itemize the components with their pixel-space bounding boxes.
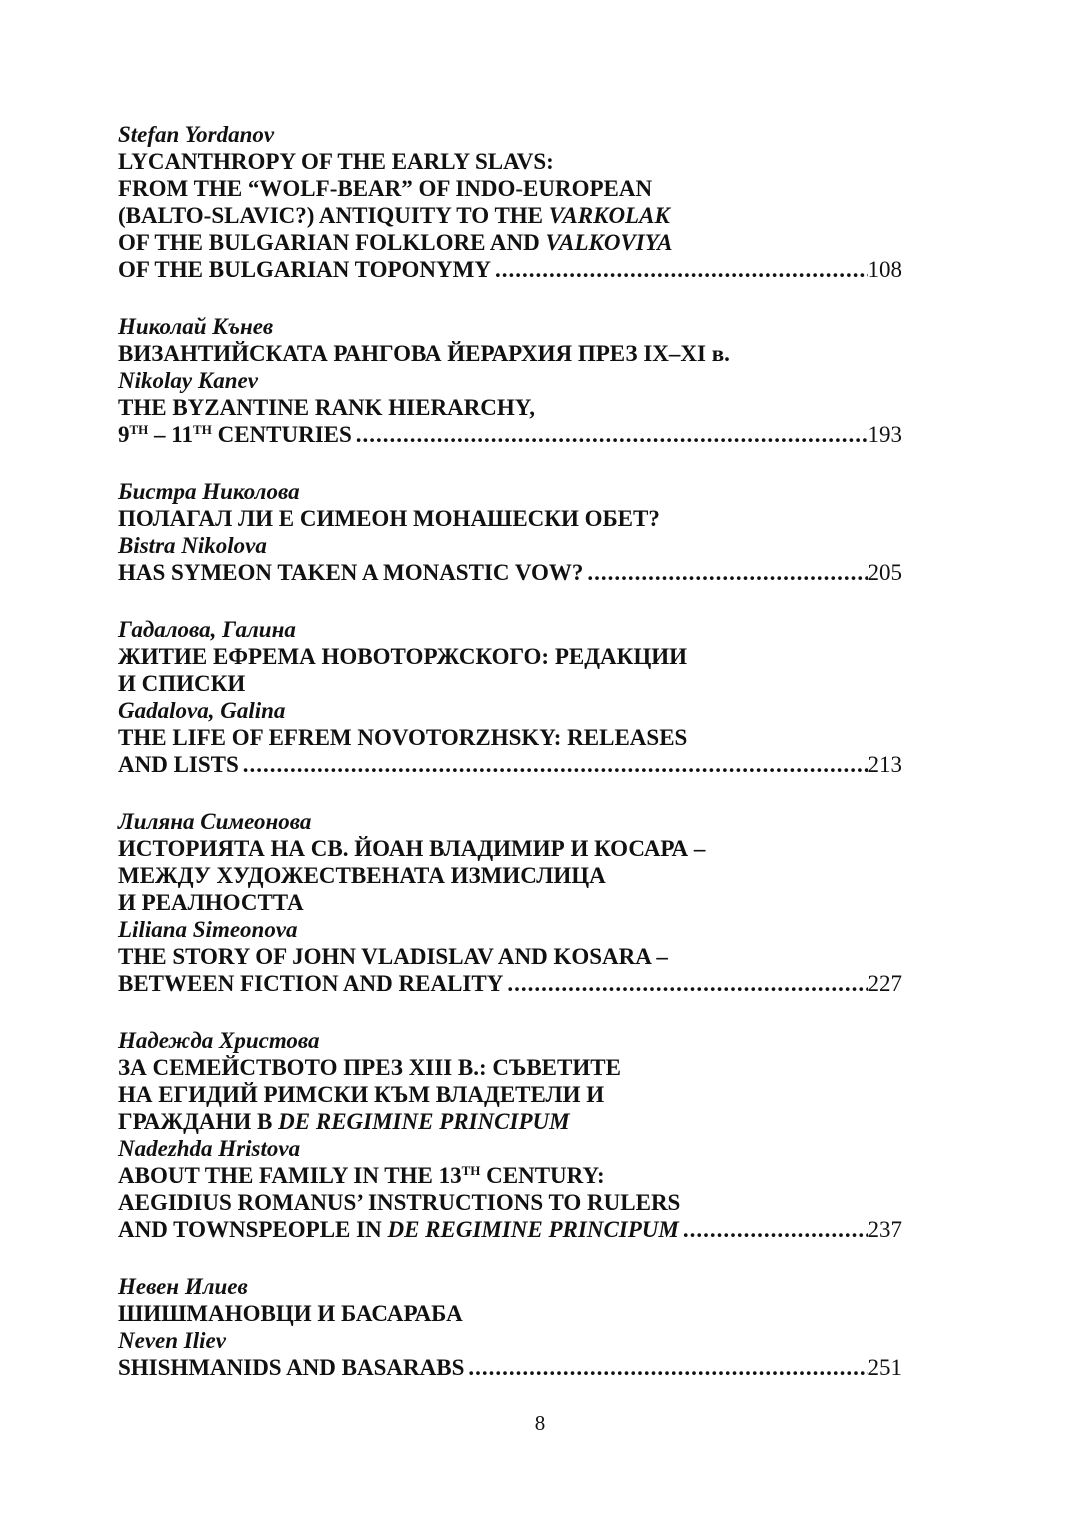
entry-final-line xyxy=(118,559,902,586)
entry-title-en: AEGIDIUS ROMANUS’ INSTRUCTIONS TO RULERS xyxy=(118,1190,681,1215)
entry-title-bg: МЕЖДУ ХУДОЖЕСТВЕНАТА ИЗМИСЛИЦА xyxy=(118,863,606,888)
title-italic-term: VARKOLAK xyxy=(548,203,670,228)
entry-author-en: Nadezhda Hristova xyxy=(118,1136,301,1161)
dot-leader xyxy=(679,1216,868,1243)
page-reference: 237 xyxy=(867,1217,902,1242)
page-number: 8 xyxy=(534,1411,546,1435)
entry-final-line xyxy=(118,970,902,997)
entry-title-line: FROM THE “WOLF-BEAR” OF INDO-EUROPEAN xyxy=(118,176,653,201)
entry-author-en: Bistra Nikolova xyxy=(118,533,267,558)
ordinal-suffix: TH xyxy=(461,1163,481,1178)
entry-title-bg: И СПИСКИ xyxy=(118,671,246,696)
entry-author-bg: Невен Илиев xyxy=(118,1274,248,1299)
title-text: AND TOWNSPEOPLE IN xyxy=(118,1217,388,1242)
entry-final-line xyxy=(118,1216,902,1243)
entry-author-en: Nikolay Kanev xyxy=(118,368,258,393)
entry-title-bg: И РЕАЛНОСТТА xyxy=(118,890,304,915)
entry-author-bg: Бистра Николова xyxy=(118,479,300,504)
entry-author-bg: Николай Кънев xyxy=(118,314,274,339)
title-italic-term: DE REGIMINE PRINCIPUM xyxy=(387,1217,679,1242)
entry-title-bg: ЗА СЕМЕЙСТВОТО ПРЕЗ XIII В.: СЪВЕТИТЕ xyxy=(118,1055,621,1080)
entry-title-en: THE STORY OF JOHN VLADISLAV AND KOSARA – xyxy=(118,944,668,969)
toc-entry-kanev xyxy=(118,313,902,448)
page-reference: 193 xyxy=(867,422,902,447)
page-reference: 205 xyxy=(867,560,902,585)
entry-title-en xyxy=(118,1216,679,1243)
entry-author-bg: Надежда Христова xyxy=(118,1028,320,1053)
entry-title-line: LYCANTHROPY OF THE EARLY SLAVS: xyxy=(118,149,554,174)
ordinal-suffix: TH xyxy=(129,422,149,437)
entry-title-bg: НА ЕГИДИЙ РИМСКИ КЪМ ВЛАДЕТЕЛИ И xyxy=(118,1082,605,1107)
entry-title-bg xyxy=(118,1108,902,1135)
dot-leader xyxy=(464,1354,867,1381)
dot-leader xyxy=(583,559,867,586)
toc-entry-hristova xyxy=(118,1027,902,1243)
entry-title-bg: ИСТОРИЯТА НА СВ. ЙОАН ВЛАДИМИР И КОСАРА – xyxy=(118,836,706,861)
entry-final-line xyxy=(118,751,902,778)
entry-title-bg: ЖИТИЕ ЕФРЕМА НОВОТОРЖСКОГО: РЕДАКЦИИ xyxy=(118,644,687,669)
dot-leader xyxy=(491,256,868,283)
entry-author-bg: Гадалова, Галина xyxy=(118,617,296,642)
toc-entry-iliev xyxy=(118,1273,902,1381)
entry-title-bg: ПОЛАГАЛ ЛИ Е СИМЕОН МОНАШЕСКИ ОБЕТ? xyxy=(118,506,660,531)
entry-title-en xyxy=(118,421,352,448)
title-text: (BALTO-SLAVIC?) ANTIQUITY TO THE xyxy=(118,203,549,228)
ordinal-suffix: TH xyxy=(193,422,212,437)
entry-author-en: Liliana Simeonova xyxy=(118,917,298,942)
dot-leader xyxy=(352,421,868,448)
title-text: OF THE BULGARIAN FOLKLORE AND xyxy=(118,230,546,255)
entry-title-bg: ВИЗАНТИЙСКАТА РАНГОВА ЙЕРАРХИЯ ПРЕЗ IX–XI в. xyxy=(118,341,730,366)
toc-entry-gadalova xyxy=(118,616,902,778)
title-text: CENTURIES xyxy=(211,422,352,447)
table-of-contents xyxy=(118,121,902,1381)
page-reference: 251 xyxy=(867,1355,902,1380)
entry-title-en: HAS SYMEON TAKEN A MONASTIC VOW? xyxy=(118,560,584,585)
entry-title-en: THE LIFE OF EFREM NOVOTORZHSKY: RELEASES xyxy=(118,725,688,750)
entry-title-en: BETWEEN FICTION AND REALITY xyxy=(118,971,504,996)
entry-title-line: OF THE BULGARIAN TOPONYMY xyxy=(118,257,491,282)
entry-author-en: Gadalova, Galina xyxy=(118,698,286,723)
entry-author-en: Neven Iliev xyxy=(118,1328,226,1353)
entry-final-line xyxy=(118,421,902,448)
toc-entry-simeonova xyxy=(118,808,902,997)
title-text: CENTURY: xyxy=(480,1163,605,1188)
page-reference: 213 xyxy=(867,752,902,777)
page-reference: 108 xyxy=(867,257,902,282)
entry-author: Stefan Yordanov xyxy=(118,122,275,147)
entry-title-en: THE BYZANTINE RANK HIERARCHY, xyxy=(118,395,536,420)
entry-title-bg: ШИШМАНОВЦИ И БАСАРАБА xyxy=(118,1301,463,1326)
toc-entry-yordanov xyxy=(118,121,902,283)
page-reference: 227 xyxy=(867,971,902,996)
entry-title-line xyxy=(118,229,902,256)
title-italic-term: VALKOVIYA xyxy=(545,230,673,255)
entry-final-line xyxy=(118,1354,902,1381)
entry-title-en: AND LISTS xyxy=(118,752,239,777)
dot-leader xyxy=(503,970,867,997)
entry-final-line xyxy=(118,256,902,283)
entry-title-en xyxy=(118,1162,902,1189)
dot-leader xyxy=(239,751,868,778)
title-text: ABOUT THE FAMILY IN THE 13 xyxy=(118,1163,462,1188)
entry-title-line xyxy=(118,202,902,229)
title-italic-term: DE REGIMINE PRINCIPUM xyxy=(278,1109,570,1134)
entry-author-bg: Лиляна Симеонова xyxy=(118,809,312,834)
title-text: ГРАЖДАНИ В xyxy=(118,1109,279,1134)
title-text: – 11 xyxy=(148,422,194,447)
toc-entry-nikolova xyxy=(118,478,902,586)
entry-title-en: SHISHMANIDS AND BASARABS xyxy=(118,1355,465,1380)
title-text: 9 xyxy=(118,422,130,447)
